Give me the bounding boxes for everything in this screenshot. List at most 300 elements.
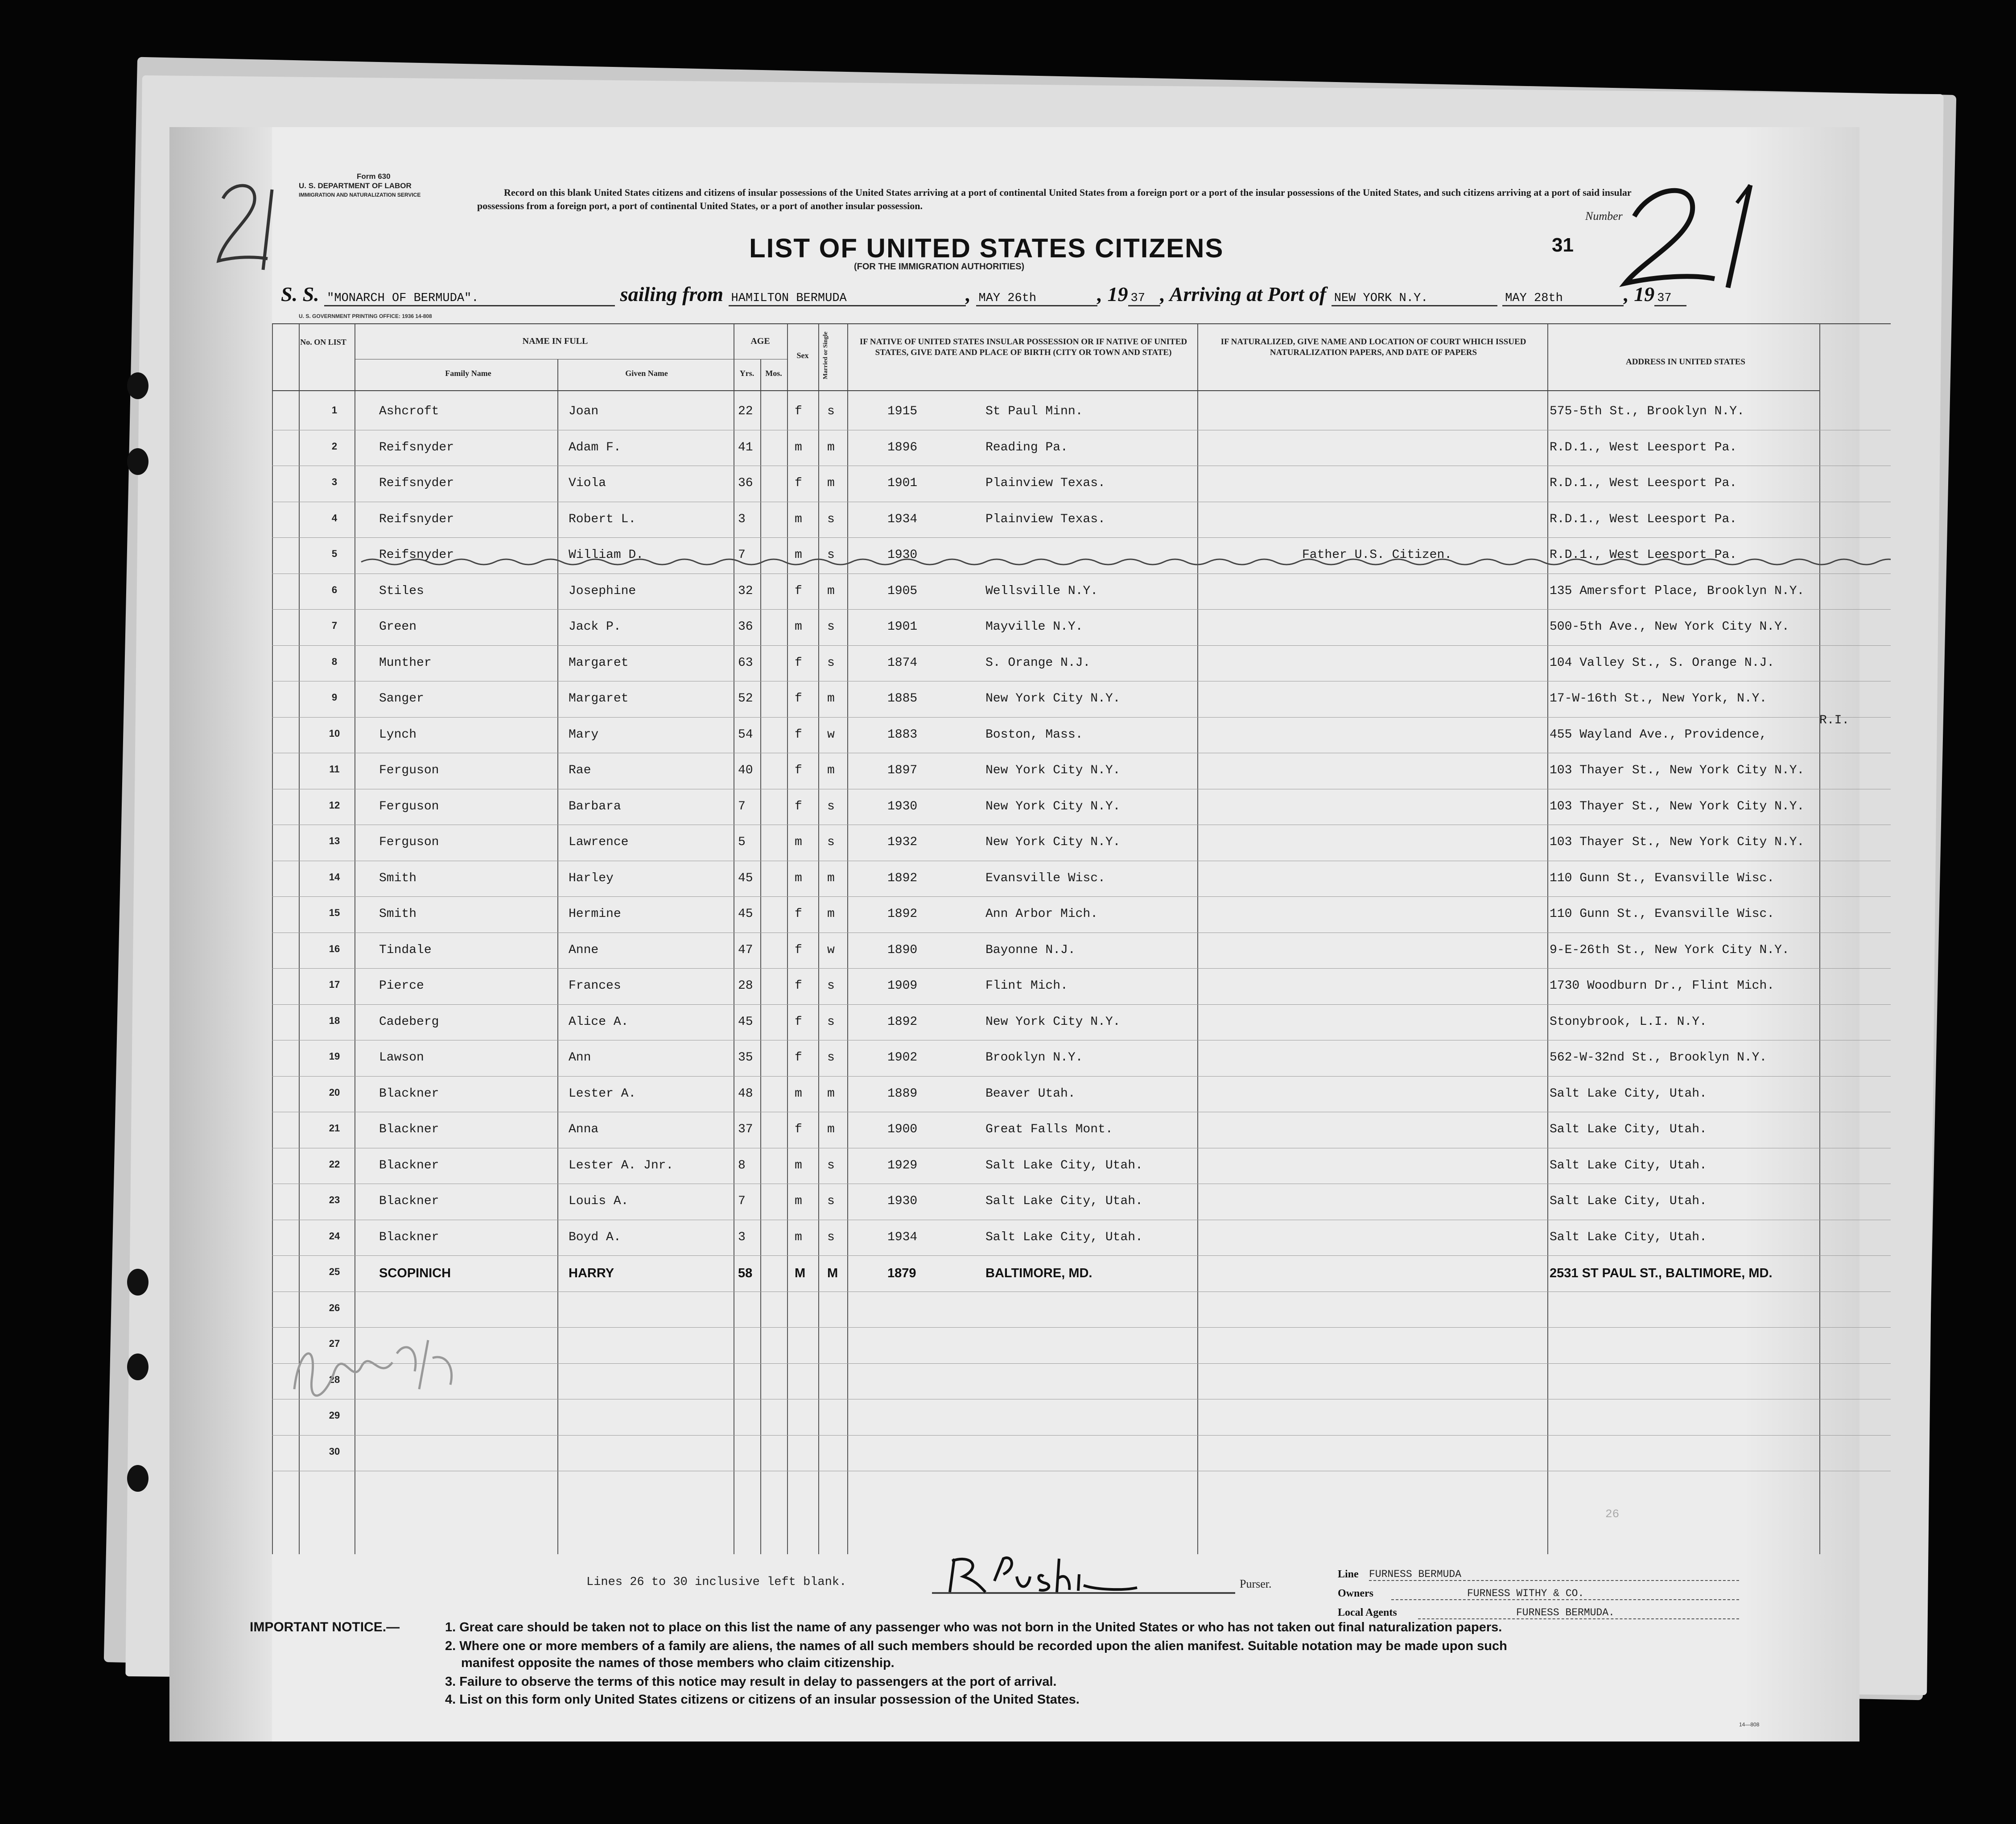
notice-lead: IMPORTANT NOTICE.— <box>250 1620 400 1634</box>
cell-place: Wellsville N.Y. <box>985 584 1098 598</box>
row-number: 23 <box>329 1194 340 1205</box>
cell-ms: s <box>827 1194 835 1208</box>
cell-family: Reifsnyder <box>379 440 454 454</box>
cell-ms: s <box>827 620 835 634</box>
cell-yrs: 3 <box>738 1230 746 1244</box>
strikethrough-line <box>272 555 1891 569</box>
margin-number: 26 <box>1605 1507 1620 1521</box>
row-rule <box>272 1076 1891 1077</box>
cell-place: Boston, Mass. <box>985 727 1083 742</box>
cell-year: 1902 <box>887 1051 918 1065</box>
cell-family: Blackner <box>379 1230 439 1244</box>
cell-year: 1885 <box>887 692 918 706</box>
cell-address: 575-5th St., Brooklyn N.Y. <box>1550 404 1744 418</box>
cell-ms: M <box>827 1266 838 1280</box>
cell-ms: w <box>827 943 835 957</box>
cell-address: 110 Gunn St., Evansville Wisc. <box>1550 871 1775 885</box>
manifest-sheet <box>169 127 1859 1741</box>
cell-address: 455 Wayland Ave., Providence, <box>1550 727 1767 742</box>
printing-office-line: U. S. GOVERNMENT PRINTING OFFICE: 1936 14-808 <box>299 313 432 319</box>
cell-address: Stonybrook, L.I. N.Y. <box>1550 1015 1707 1029</box>
cell-given: Jack P. <box>569 620 621 634</box>
cell-year: 1932 <box>887 835 918 849</box>
cell-sex: M <box>795 1266 806 1280</box>
cell-place: Ann Arbor Mich. <box>985 907 1098 921</box>
row-number: 3 <box>331 476 338 487</box>
header-family-name: Family Name <box>445 369 491 378</box>
service-name: IMMIGRATION AND NATURALIZATION SERVICE <box>299 192 421 198</box>
lines-blank-note: Lines 26 to 30 inclusive left blank. <box>586 1576 847 1589</box>
handwritten-initials <box>285 1322 473 1420</box>
cell-ms: s <box>827 979 835 993</box>
cell-place: Salt Lake City, Utah. <box>985 1158 1143 1172</box>
cell-address: Salt Lake City, Utah. <box>1550 1122 1707 1136</box>
cell-address: 103 Thayer St., New York City N.Y. <box>1550 835 1805 849</box>
cell-ms: s <box>827 404 835 418</box>
cell-given: Lester A. <box>569 1086 636 1101</box>
cell-place: New York City N.Y. <box>985 799 1121 813</box>
cell-place: Brooklyn N.Y. <box>985 1051 1083 1065</box>
cell-yrs: 7 <box>738 548 746 562</box>
ship-name: "MONARCH OF BERMUDA". <box>324 292 615 306</box>
arrival-year: 37 <box>1654 292 1686 306</box>
cell-given: Lester A. Jnr. <box>569 1158 674 1172</box>
cell-sex: m <box>795 1158 802 1172</box>
cell-ms: s <box>827 1230 835 1244</box>
cell-place: New York City N.Y. <box>985 1015 1121 1029</box>
cell-family: Ferguson <box>379 835 439 849</box>
cell-given: Adam F. <box>569 440 621 454</box>
cell-given: Frances <box>569 979 621 993</box>
sailing-date: MAY 26th <box>976 292 1097 306</box>
cell-address: 9-E-26th St., New York City N.Y. <box>1550 943 1789 957</box>
cell-family: Reifsnyder <box>379 476 454 490</box>
line-label: Line <box>1338 1568 1359 1580</box>
cell-sex: m <box>795 1194 802 1208</box>
row-rule <box>272 609 1891 610</box>
row-rule <box>272 537 1891 538</box>
row-number: 19 <box>329 1051 340 1062</box>
cell-place: Flint Mich. <box>985 979 1068 993</box>
row-number: 4 <box>331 512 338 524</box>
cell-yrs: 45 <box>738 871 753 885</box>
cell-address: 110 Gunn St., Evansville Wisc. <box>1550 907 1775 921</box>
header-birth: IF NATIVE OF UNITED STATES INSULAR POSSESSION OR IF NATIVE OF UNITED STATES, GIVE DATE AND PLACE OF BIRTH (CITY OR TOWN AND STATE) <box>859 337 1187 357</box>
cell-place: Salt Lake City, Utah. <box>985 1230 1143 1244</box>
cell-place: S. Orange N.J. <box>985 656 1091 670</box>
cell-yrs: 41 <box>738 440 753 454</box>
row-number: 27 <box>329 1338 340 1349</box>
cell-ms: w <box>827 727 835 742</box>
cell-given: Viola <box>569 476 606 490</box>
row-number: 5 <box>331 548 338 559</box>
notice-item-4: 4. List on this form only United States citizens or citizens of an insular possession of the United States. <box>445 1692 1080 1707</box>
header-married-single: Married or Single <box>822 331 829 380</box>
cell-sex: f <box>795 727 802 742</box>
cell-family: Stiles <box>379 584 424 598</box>
cell-family: Munther <box>379 656 432 670</box>
row-number: 25 <box>329 1266 340 1277</box>
cell-year: 1892 <box>887 1015 918 1029</box>
cell-ms: s <box>827 1158 835 1172</box>
form-code: 14—808 <box>1739 1721 1760 1728</box>
cell-family: Blackner <box>379 1086 439 1101</box>
cell-place: New York City N.Y. <box>985 692 1121 706</box>
notice-item-2-cont: manifest opposite the names of those members who claim citizenship. <box>461 1656 895 1670</box>
local-agents-value: FURNESS BERMUDA. <box>1418 1607 1739 1619</box>
cell-yrs: 58 <box>738 1266 753 1280</box>
cell-yrs: 47 <box>738 943 753 957</box>
cell-yrs: 35 <box>738 1051 753 1065</box>
cell-place: Salt Lake City, Utah. <box>985 1194 1143 1208</box>
cell-year: 1892 <box>887 871 918 885</box>
cell-place: Evansville Wisc. <box>985 871 1105 885</box>
header-age: AGE <box>750 336 770 346</box>
cell-ms: s <box>827 799 835 813</box>
cell-year: 1889 <box>887 1086 918 1101</box>
cell-yrs: 7 <box>738 1194 746 1208</box>
cell-sex: f <box>795 907 802 921</box>
row-number: 8 <box>331 656 338 667</box>
row-rule <box>272 717 1891 718</box>
cell-ms: s <box>827 1051 835 1065</box>
cell-address: R.D.1., West Leesport Pa. <box>1550 512 1737 526</box>
sailing-from-label: sailing from <box>620 283 723 305</box>
row-number: 15 <box>329 907 340 918</box>
row-number: 1 <box>331 404 338 416</box>
cell-place: Great Falls Mont. <box>985 1122 1113 1136</box>
header-address: ADDRESS IN UNITED STATES <box>1625 357 1745 367</box>
cell-year: 1909 <box>887 979 918 993</box>
cell-given: Hermine <box>569 907 621 921</box>
line-value: FURNESS BERMUDA <box>1369 1568 1739 1581</box>
cell-family: Ashcroft <box>379 404 439 418</box>
cell-address: R.D.1., West Leesport Pa. <box>1550 476 1737 490</box>
row-number: 30 <box>329 1445 340 1457</box>
cell-sex: f <box>795 763 802 777</box>
voyage-line: S. S. "MONARCH OF BERMUDA". sailing from HAMILTON BERMUDA , MAY 26th , 19 37 , Arriving at Port of NEW YORK N.Y. MAY 28th , 19 37 <box>281 282 1686 306</box>
department-name: U. S. DEPARTMENT OF LABOR <box>299 182 412 190</box>
cell-family: Blackner <box>379 1122 439 1136</box>
cell-yrs: 36 <box>738 620 753 634</box>
owners-label: Owners <box>1338 1588 1373 1599</box>
row-number: 6 <box>331 584 338 595</box>
row-number: 10 <box>329 727 340 739</box>
cell-family: Green <box>379 620 417 634</box>
cell-family: Ferguson <box>379 763 439 777</box>
sheet-edge-shadow <box>169 127 272 1741</box>
binder-hole <box>127 1354 148 1380</box>
cell-sex: m <box>795 512 802 526</box>
cell-sex: m <box>795 1230 802 1244</box>
row-number: 28 <box>329 1374 340 1385</box>
cell-ms: s <box>827 656 835 670</box>
cell-family: Smith <box>379 907 417 921</box>
cell-year: 1901 <box>887 476 918 490</box>
cell-given: Rae <box>569 763 591 777</box>
cell-year: 1896 <box>887 440 918 454</box>
header-mos: Mos. <box>765 369 782 378</box>
cell-family: Pierce <box>379 979 424 993</box>
handwritten-list-number <box>1603 176 1781 292</box>
cell-given: William D. <box>569 548 644 562</box>
row-number: 12 <box>329 799 340 811</box>
cell-year: 1930 <box>887 548 918 562</box>
cell-sex: f <box>795 943 802 957</box>
cell-given: Lawrence <box>569 835 629 849</box>
row-number: 26 <box>329 1302 340 1313</box>
cell-address: Salt Lake City, Utah. <box>1550 1086 1707 1101</box>
cell-address: Salt Lake City, Utah. <box>1550 1158 1707 1172</box>
cell-ms: s <box>827 835 835 849</box>
cell-given: Anna <box>569 1122 599 1136</box>
sailing-year: 37 <box>1128 292 1160 306</box>
cell-ms: s <box>827 512 835 526</box>
row-rule <box>272 968 1891 969</box>
header-yrs: Yrs. <box>739 369 754 378</box>
corner-handwritten-number <box>205 172 285 279</box>
cell-yrs: 48 <box>738 1086 753 1101</box>
ss-label: S. S. <box>281 283 319 305</box>
year-prefix-2: , 19 <box>1624 283 1655 305</box>
row-number: 22 <box>329 1158 340 1170</box>
cell-ms: m <box>827 584 835 598</box>
cell-yrs: 3 <box>738 512 746 526</box>
cell-ms: s <box>827 1015 835 1029</box>
cell-given: Mary <box>569 727 599 742</box>
cell-sex: f <box>795 1122 802 1136</box>
cell-ms: m <box>827 1122 835 1136</box>
row-number: 20 <box>329 1086 340 1098</box>
cell-sex: f <box>795 1051 802 1065</box>
cell-family: Cadeberg <box>379 1015 439 1029</box>
row-rule <box>272 1327 1891 1328</box>
binder-hole <box>127 372 148 399</box>
cell-sex: m <box>795 548 802 562</box>
row-number: 16 <box>329 943 340 954</box>
cell-sex: m <box>795 835 802 849</box>
row-rule <box>272 1363 1891 1364</box>
cell-family: Sanger <box>379 692 424 706</box>
cell-place: New York City N.Y. <box>985 763 1121 777</box>
cell-sex: f <box>795 404 802 418</box>
row-number: 29 <box>329 1410 340 1421</box>
cell-ms: m <box>827 763 835 777</box>
cell-given: Josephine <box>569 584 636 598</box>
cell-given: Joan <box>569 404 599 418</box>
cell-ms: m <box>827 692 835 706</box>
cell-naturalized: Father U.S. Citizen. <box>1302 548 1452 562</box>
row-number: 24 <box>329 1230 340 1242</box>
row-number: 21 <box>329 1122 340 1134</box>
cell-yrs: 36 <box>738 476 753 490</box>
row-rule <box>272 1004 1891 1005</box>
cell-family: Tindale <box>379 943 432 957</box>
cell-sex: f <box>795 584 802 598</box>
cell-address-extra: R.I. <box>1819 713 1850 727</box>
row-number: 14 <box>329 871 340 883</box>
row-number: 11 <box>329 763 340 775</box>
notice-item-1: 1. Great care should be taken not to place on this list the name of any passenger who was not born in the United States or who has not taken out final naturalization papers. <box>445 1620 1502 1634</box>
cell-year: 1905 <box>887 584 918 598</box>
cell-year: 1930 <box>887 1194 918 1208</box>
cell-yrs: 40 <box>738 763 753 777</box>
page-title: LIST OF UNITED STATES CITIZENS <box>749 233 1224 263</box>
arrival-port: NEW YORK N.Y. <box>1332 292 1497 306</box>
cell-sex: f <box>795 979 802 993</box>
number-label: Number <box>1585 210 1623 223</box>
cell-year: 1934 <box>887 1230 918 1244</box>
cell-given: Boyd A. <box>569 1230 621 1244</box>
cell-yrs: 37 <box>738 1122 753 1136</box>
cell-place: Reading Pa. <box>985 440 1068 454</box>
row-rule <box>272 645 1891 646</box>
cell-address: 562-W-32nd St., Brooklyn N.Y. <box>1550 1051 1767 1065</box>
arrival-date: MAY 28th <box>1502 292 1624 306</box>
cell-year: 1930 <box>887 799 918 813</box>
cell-place: Plainview Texas. <box>985 476 1105 490</box>
cell-place: Plainview Texas. <box>985 512 1105 526</box>
cell-address: 103 Thayer St., New York City N.Y. <box>1550 763 1805 777</box>
binder-hole <box>127 1269 148 1296</box>
row-number: 17 <box>329 979 340 990</box>
cell-given: Margaret <box>569 656 629 670</box>
header-naturalized: IF NATURALIZED, GIVE NAME AND LOCATION OF COURT WHICH ISSUED NATURALIZATION PAPERS, AND DATE OF PAPERS <box>1220 337 1526 357</box>
cell-address: Salt Lake City, Utah. <box>1550 1194 1707 1208</box>
cell-sex: f <box>795 692 802 706</box>
cell-yrs: 45 <box>738 1015 753 1029</box>
cell-family: Ferguson <box>379 799 439 813</box>
cell-sex: m <box>795 871 802 885</box>
cell-address: R.D.1., West Leesport Pa. <box>1550 440 1737 454</box>
cell-address: 17-W-16th St., New York, N.Y. <box>1550 692 1767 706</box>
cell-place: Beaver Utah. <box>985 1086 1076 1101</box>
cell-family: Lynch <box>379 727 417 742</box>
record-instructions: Record on this blank United States citizens and citizens of insular possessions of the United States arriving at a port of continental United States from a foreign port or a port of the insular possessions of the United States, and such citizens arriving at a port of said insular possessions from a foreign port, a port of continental United States, or a port of another insular possession. <box>477 187 1632 211</box>
cell-yrs: 7 <box>738 799 746 813</box>
cell-address: Salt Lake City, Utah. <box>1550 1230 1707 1244</box>
cell-place: New York City N.Y. <box>985 835 1121 849</box>
cell-ms: s <box>827 548 835 562</box>
year-prefix: , 19 <box>1097 283 1128 305</box>
cell-year: 1901 <box>887 620 918 634</box>
cell-year: 1892 <box>887 907 918 921</box>
arriving-label: , Arriving at Port of <box>1160 283 1327 305</box>
cell-ms: m <box>827 871 835 885</box>
cell-sex: m <box>795 440 802 454</box>
cell-address: 1730 Woodburn Dr., Flint Mich. <box>1550 979 1775 993</box>
cell-sex: m <box>795 620 802 634</box>
cell-address: 500-5th Ave., New York City N.Y. <box>1550 620 1789 634</box>
cell-year: 1897 <box>887 763 918 777</box>
cell-yrs: 54 <box>738 727 753 742</box>
page-subtitle: (FOR THE IMMIGRATION AUTHORITIES) <box>854 262 1025 272</box>
cell-sex: f <box>795 656 802 670</box>
row-rule <box>272 1255 1891 1256</box>
header-no: No. ON LIST <box>300 338 346 347</box>
cell-year: 1934 <box>887 512 918 526</box>
purser-label: Purser. <box>1240 1577 1272 1590</box>
cell-given: Margaret <box>569 692 629 706</box>
cell-address: R.D.1., West Leesport Pa. <box>1550 548 1737 562</box>
cell-family: Reifsnyder <box>379 512 454 526</box>
list-count: 31 <box>1552 234 1574 256</box>
cell-sex: m <box>795 1086 802 1101</box>
cell-given: Barbara <box>569 799 621 813</box>
row-number: 9 <box>331 692 338 703</box>
cell-year: 1890 <box>887 943 918 957</box>
cell-year: 1915 <box>887 404 918 418</box>
form-identifier <box>299 172 421 200</box>
cell-ms: m <box>827 907 835 921</box>
cell-yrs: 45 <box>738 907 753 921</box>
cell-given: Ann <box>569 1051 591 1065</box>
row-rule <box>272 896 1891 897</box>
cell-year: 1900 <box>887 1122 918 1136</box>
row-number: 18 <box>329 1015 340 1026</box>
cell-address: 135 Amersfort Place, Brooklyn N.Y. <box>1550 584 1805 598</box>
row-number: 7 <box>331 620 338 631</box>
cell-sex: f <box>795 476 802 490</box>
cell-given: Louis A. <box>569 1194 629 1208</box>
cell-ms: m <box>827 1086 835 1101</box>
notice-item-2: 2. Where one or more members of a family are aliens, the names of all such members should be recorded upon the alien manifest. Suitable notation may be made upon such <box>445 1639 1507 1653</box>
cell-family: Reifsnyder <box>379 548 454 562</box>
cell-yrs: 8 <box>738 1158 746 1172</box>
purser-signature <box>936 1550 1142 1599</box>
cell-yrs: 52 <box>738 692 753 706</box>
cell-address: 2531 ST PAUL ST., BALTIMORE, MD. <box>1550 1266 1773 1280</box>
cell-place: Mayville N.Y. <box>985 620 1083 634</box>
cell-ms: m <box>827 476 835 490</box>
cell-yrs: 28 <box>738 979 753 993</box>
cell-given: Anne <box>569 943 599 957</box>
cell-year: 1883 <box>887 727 918 742</box>
binder-hole <box>127 1465 148 1492</box>
row-number: 13 <box>329 835 340 846</box>
row-number: 2 <box>331 440 338 452</box>
cell-yrs: 22 <box>738 404 753 418</box>
cell-given: Robert L. <box>569 512 636 526</box>
header-given-name: Given Name <box>625 369 668 378</box>
binder-hole <box>127 448 148 475</box>
cell-place: St Paul Minn. <box>985 404 1083 418</box>
cell-family: Blackner <box>379 1158 439 1172</box>
cell-address: 104 Valley St., S. Orange N.J. <box>1550 656 1775 670</box>
sailing-from-port: HAMILTON BERMUDA <box>729 292 966 306</box>
cell-sex: f <box>795 799 802 813</box>
header-name-in-full: NAME IN FULL <box>522 336 588 346</box>
cell-yrs: 5 <box>738 835 746 849</box>
cell-address: 103 Thayer St., New York City N.Y. <box>1550 799 1805 813</box>
cell-yrs: 32 <box>738 584 753 598</box>
local-agents-label: Local Agents <box>1338 1607 1397 1618</box>
cell-given: HARRY <box>569 1266 614 1280</box>
owners-value: FURNESS WITHY & CO. <box>1391 1588 1739 1600</box>
cell-family: Smith <box>379 871 417 885</box>
cell-family: Blackner <box>379 1194 439 1208</box>
cell-yrs: 63 <box>738 656 753 670</box>
notice-item-3: 3. Failure to observe the terms of this notice may result in delay to passengers at the port of arrival. <box>445 1675 1057 1689</box>
passenger-table <box>272 323 1891 1554</box>
cell-year: 1874 <box>887 656 918 670</box>
cell-family: SCOPINICH <box>379 1266 451 1280</box>
cell-place: BALTIMORE, MD. <box>985 1266 1093 1280</box>
cell-family: Lawson <box>379 1051 424 1065</box>
cell-sex: f <box>795 1015 802 1029</box>
cell-year: 1929 <box>887 1158 918 1172</box>
cell-given: Harley <box>569 871 614 885</box>
